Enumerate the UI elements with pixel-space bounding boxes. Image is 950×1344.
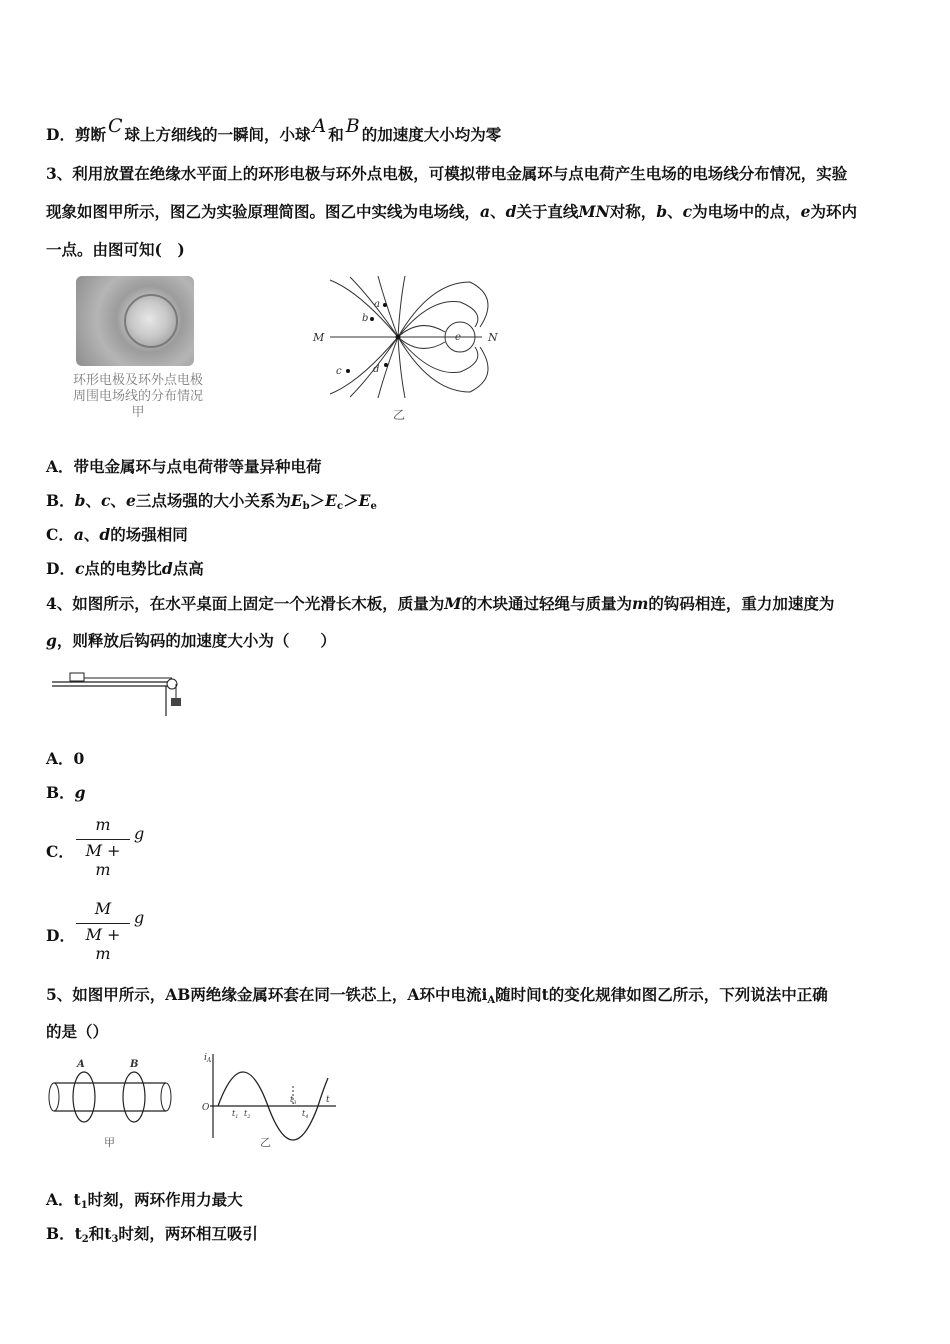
numerator: M bbox=[94, 899, 112, 918]
option-label: A． bbox=[46, 457, 74, 476]
text: 的变化规律如图乙所示，下列说法中正确 bbox=[548, 985, 828, 1004]
fig2-caption: 乙 bbox=[260, 1136, 271, 1149]
label-b: b bbox=[362, 313, 369, 324]
field-line bbox=[398, 337, 445, 348]
current-graph bbox=[198, 1048, 343, 1152]
field-line-diagram bbox=[300, 272, 520, 424]
subscript: c bbox=[337, 501, 344, 512]
text: 和 bbox=[328, 125, 344, 144]
field-line bbox=[398, 326, 445, 337]
y-label: $i_A$ bbox=[204, 1053, 212, 1064]
q3-stem-line1: 3、利用放置在绝缘水平面上的环形电极与环外点电极，可模拟带电金属环与点电荷产生电场的电场线分布情况，实验 bbox=[46, 164, 848, 183]
t1-label: $t_1$ bbox=[232, 1109, 239, 1120]
symbol: g bbox=[46, 631, 57, 650]
symbol: E bbox=[325, 491, 337, 510]
electrode-photo bbox=[76, 276, 194, 366]
text: ，则释放后钩码的加速度大小为（ ） bbox=[56, 631, 336, 650]
fraction-bar bbox=[76, 839, 130, 840]
text: 、 bbox=[85, 491, 101, 510]
symbol: M bbox=[444, 594, 462, 613]
text: 时刻，两环相互吸引 bbox=[118, 1224, 258, 1243]
label-n: N bbox=[488, 331, 498, 344]
subscript: b bbox=[302, 501, 310, 512]
t2-label: $t_2$ bbox=[244, 1109, 251, 1120]
q2-option-d bbox=[46, 115, 501, 145]
text: 的加速度大小均为零 bbox=[361, 125, 502, 144]
point-d bbox=[384, 363, 388, 367]
q5-stem-line1 bbox=[46, 983, 828, 1006]
symbol: i bbox=[481, 985, 488, 1004]
option-label: B． bbox=[46, 1224, 75, 1243]
option-text: 0 bbox=[73, 749, 85, 768]
text: 、 bbox=[83, 525, 100, 544]
symbol: c bbox=[74, 559, 85, 578]
field-line bbox=[378, 337, 398, 398]
photo-caption bbox=[58, 373, 218, 421]
diagram-caption: 乙 bbox=[393, 408, 406, 422]
q4-option-c-fraction bbox=[76, 815, 156, 879]
symbol: E bbox=[358, 491, 371, 510]
hook-weight bbox=[171, 698, 181, 706]
symbol: t bbox=[74, 1224, 82, 1243]
symbol: e bbox=[125, 491, 136, 510]
gravity-symbol: g bbox=[134, 908, 145, 927]
field-line bbox=[398, 337, 488, 392]
symbol: E bbox=[290, 491, 303, 510]
symbol: b bbox=[656, 202, 668, 221]
symbol: a bbox=[73, 525, 84, 544]
symbol-b: B bbox=[345, 115, 360, 137]
point-c bbox=[346, 369, 350, 373]
option-label: A． bbox=[46, 1190, 74, 1209]
label-a: a bbox=[374, 299, 380, 310]
option-label: D． bbox=[46, 125, 75, 144]
symbol: e bbox=[800, 202, 811, 221]
q4-option-c-label: C． bbox=[46, 842, 74, 861]
q4-option-a bbox=[46, 747, 84, 769]
symbol: m bbox=[631, 594, 649, 613]
option-label: C． bbox=[46, 525, 74, 544]
label-e: e bbox=[455, 332, 461, 343]
text: 关于直线 bbox=[516, 202, 579, 221]
text: 剪断 bbox=[74, 125, 106, 144]
symbol: t bbox=[104, 1224, 112, 1243]
gravity-symbol: g bbox=[134, 824, 145, 843]
text: 随时间 bbox=[495, 985, 542, 1004]
ring-b bbox=[123, 1072, 145, 1122]
text: 时刻，两环作用力最大 bbox=[87, 1190, 243, 1209]
q4-option-b bbox=[46, 781, 85, 803]
option-text: g bbox=[74, 783, 86, 802]
subscript: A bbox=[487, 995, 496, 1006]
text: 三点场强的大小关系为 bbox=[135, 491, 291, 510]
text: 点高 bbox=[172, 559, 204, 578]
option-label: B． bbox=[46, 491, 75, 510]
q4-stem-line2 bbox=[46, 629, 336, 651]
text: 为环内 bbox=[810, 202, 857, 221]
subscript: 2 bbox=[81, 1234, 89, 1245]
text: 现象如图甲所示，图乙为实验原理简图。图乙中实线为电场线， bbox=[46, 202, 481, 221]
iron-core-diagram bbox=[46, 1053, 178, 1151]
symbol: c bbox=[100, 491, 111, 510]
symbol: d bbox=[505, 202, 517, 221]
option-label: D． bbox=[46, 559, 75, 578]
q4-stem-line1 bbox=[46, 592, 834, 614]
text: 为电场中的点， bbox=[692, 202, 801, 221]
denominator: M + m bbox=[85, 925, 121, 963]
text: 、 bbox=[490, 202, 506, 221]
pulley-diagram bbox=[48, 668, 198, 720]
text: 和 bbox=[88, 1224, 105, 1243]
symbol: d bbox=[99, 525, 111, 544]
ring-electrode-image bbox=[124, 294, 178, 348]
symbol: MN bbox=[578, 202, 610, 221]
label-c: c bbox=[336, 366, 342, 377]
field-line bbox=[378, 276, 398, 337]
label-m: M bbox=[313, 331, 325, 344]
caption-line: 甲 bbox=[131, 405, 145, 420]
subscript: 1 bbox=[80, 1200, 88, 1211]
core-right-end bbox=[161, 1083, 171, 1111]
text: ＞ bbox=[343, 491, 359, 510]
numerator: m bbox=[95, 815, 111, 834]
symbol: b bbox=[74, 491, 86, 510]
ring-a bbox=[73, 1072, 95, 1122]
option-label: B． bbox=[46, 783, 75, 802]
symbol-c: C bbox=[107, 115, 123, 137]
q4-option-d-label: D． bbox=[46, 926, 75, 945]
q3-stem-line2 bbox=[46, 200, 857, 222]
q4-option-d-fraction bbox=[76, 899, 156, 963]
point-b bbox=[370, 317, 374, 321]
symbol: t bbox=[541, 985, 549, 1004]
q3-stem-line3: 一点。由图可知( ) bbox=[46, 240, 185, 259]
text: 的场强相同 bbox=[110, 525, 188, 544]
text: 4、如图所示，在水平桌面上固定一个光滑长木板，质量为 bbox=[46, 594, 445, 613]
option-text: 带电金属环与点电荷带等量异种电荷 bbox=[73, 457, 322, 476]
t4-label: $t_4$ bbox=[302, 1109, 309, 1120]
symbol: a bbox=[480, 202, 491, 221]
fraction-bar bbox=[76, 923, 130, 924]
wooden-block bbox=[70, 673, 84, 681]
text: 球上方细线的一瞬间，小球 bbox=[124, 125, 311, 144]
subscript: e bbox=[370, 501, 377, 512]
text: 的钩码相连，重力加速度为 bbox=[648, 594, 835, 613]
text: 对称， bbox=[609, 202, 657, 221]
point-charge bbox=[396, 335, 401, 340]
q5-option-b bbox=[46, 1222, 258, 1245]
label-ring-a: A bbox=[77, 1059, 85, 1070]
q5-option-a bbox=[46, 1188, 243, 1211]
symbol: c bbox=[682, 202, 693, 221]
label-d: d bbox=[373, 364, 380, 375]
q5-stem-line2: 的是（） bbox=[46, 1022, 109, 1041]
denominator: M + m bbox=[85, 841, 121, 879]
subscript: 3 bbox=[111, 1234, 119, 1245]
core-left-end bbox=[49, 1083, 59, 1111]
point-a bbox=[383, 303, 387, 307]
q3-option-a bbox=[46, 455, 322, 477]
q3-option-c bbox=[46, 523, 188, 545]
t3-label: $t_3$ bbox=[290, 1095, 297, 1106]
fig1-caption: 甲 bbox=[104, 1136, 115, 1149]
text: ＞ bbox=[309, 491, 326, 510]
text: 点的电势比 bbox=[84, 559, 162, 578]
q3-option-d bbox=[46, 557, 204, 579]
text: 5、如图甲所示，AB两绝缘金属环套在同一铁芯上，A环中电流 bbox=[46, 985, 482, 1004]
x-label: t bbox=[326, 1095, 330, 1105]
text: 、 bbox=[667, 202, 683, 221]
field-line bbox=[398, 282, 488, 337]
symbol-a: A bbox=[312, 115, 327, 137]
text: 、 bbox=[110, 491, 126, 510]
symbol: d bbox=[161, 559, 173, 578]
text: 的木块通过轻绳与质量为 bbox=[461, 594, 632, 613]
caption-line: 环形电极及环外点电极 bbox=[72, 373, 203, 388]
symbol: t bbox=[73, 1190, 81, 1209]
q3-option-b bbox=[46, 489, 377, 512]
option-label: A． bbox=[46, 749, 74, 768]
label-ring-b: B bbox=[130, 1059, 139, 1070]
caption-line: 周围电场线的分布情况 bbox=[72, 389, 203, 404]
origin-label: O bbox=[202, 1103, 210, 1113]
